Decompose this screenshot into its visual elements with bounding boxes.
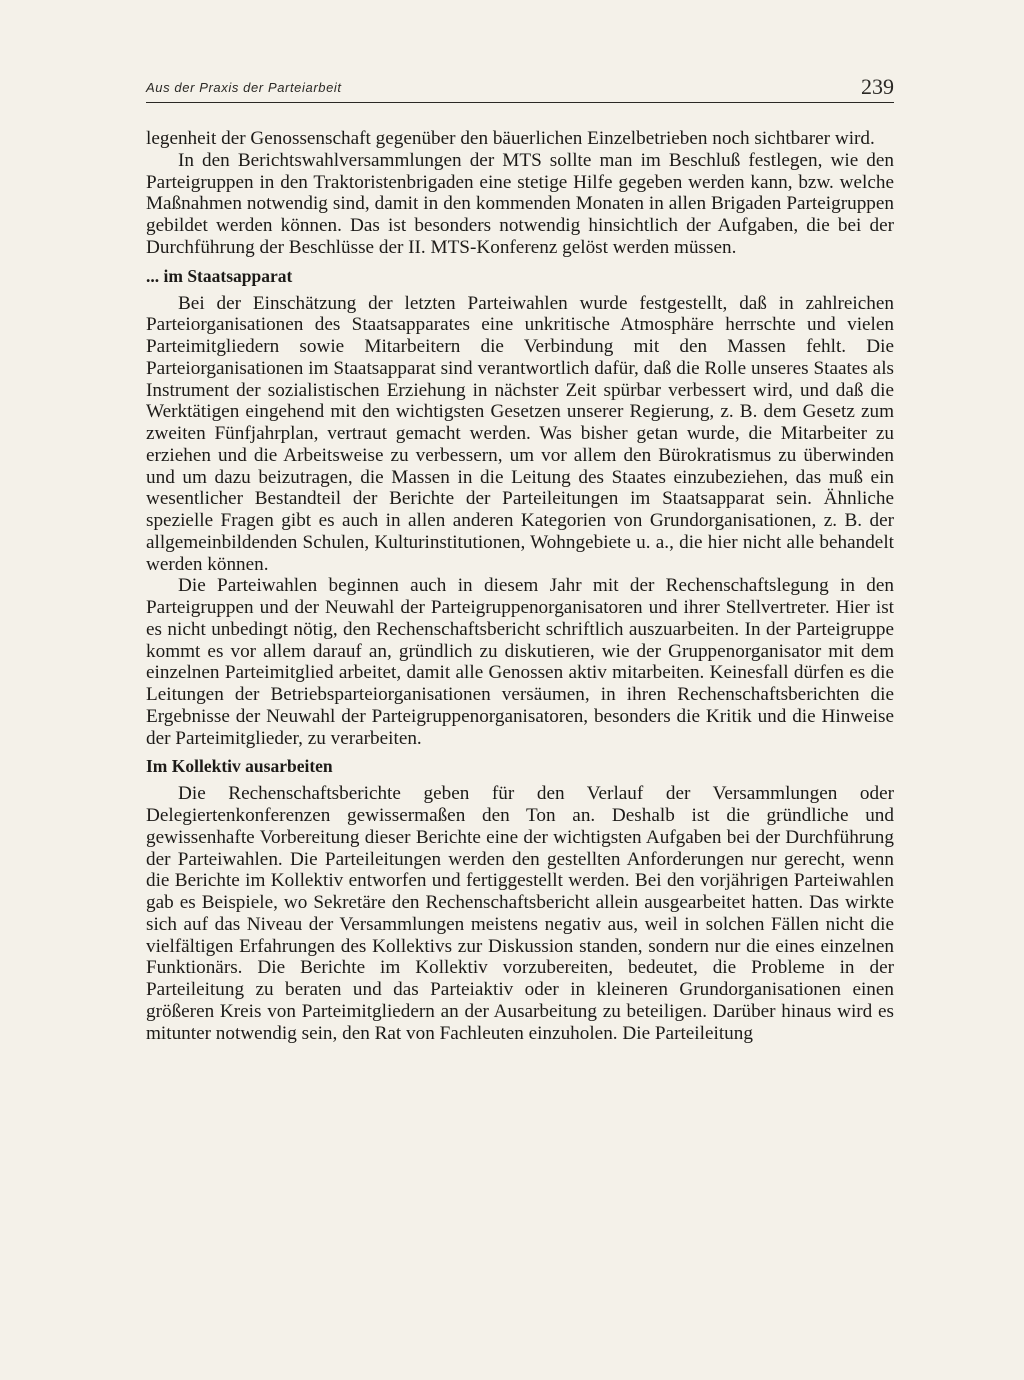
section-heading-staatsapparat: ... im Staatsapparat [146,265,293,286]
page-header [146,76,894,103]
paragraph-staatsapparat: Bei der Einschätzung der letzten Parteiwahlen wurde festgestellt, daß in zahlreichen Parteiorganisationen des Staatsapparates eine unkritische Atmosphäre herrschte und vielen Parteimitgliedern sowie Mitarbeitern die Verbindung mit den Massen fehlt. Die Parteiorganisationen im Staatsapparat sind verantwortlich dafür, daß die Rolle unseres Staates als Instrument der sozialistischen Erziehung in nächster Zeit spürbar verbessert wird, und daß die Werktätigen eingehend mit den wichtigsten Gesetzen unserer Regierung, z. B. dem Gesetz zum zweiten Fünfjahrplan, vertraut gemacht werden. Was bisher getan wurde, die Mitarbeiter zu erziehen und die Arbeitsweise zu verbessern, um vor allem den Bürokratismus zu überwinden und um dazu beizutragen, die Massen in die Leitung des Staates einzubeziehen, das muß ein wesentlicher Bestandteil der Berichte der Parteileitungen im Staatsapparat sein. Ähnliche spezielle Fragen gibt es auch in allen anderen Kategorien von Grundorganisationen, z. B. der allgemeinbildenden Schulen, Kulturinstitutionen, Wohngebiete u. a., die hier nicht alle behandelt werden können. [146,292,894,575]
paragraph-parteiwahlen: Die Parteiwahlen beginnen auch in diesem Jahr mit der Rechenschaftslegung in den Parteigruppen und der Neuwahl der Parteigruppenorganisatoren und ihrer Stellvertreter. Hier ist es nicht unbedingt nötig, den Rechenschaftsbericht schriftlich auszuarbeiten. In der Parteigruppe kommt es vor allem darauf an, gründlich zu diskutieren, wie der Gruppenorganisator mit dem einzelnen Parteimitglied arbeitet, damit alle Genossen aktiv mitarbeiten. Keinesfall dürfen es die Leitungen der Betriebsparteiorganisationen versäumen, in ihren Rechenschaftsberichten die Ergebnisse der Neuwahl der Parteigruppenorganisatoren, besonders die Kritik und die Hinweise der Parteimitglieder, zu verarbeiten. [146,575,894,749]
paragraph-mts: In den Berichtswahlversammlungen der MTS sollte man im Beschluß festlegen, wie den Parteigruppen in den Traktoristenbrigaden eine stetige Hilfe gegeben werden kann, bzw. welche Maßnahmen notwendig sind, damit in den kommenden Monaten in allen Brigaden Parteigruppen gebildet werden können. Das ist besonders notwendig hinsichtlich der Aufgaben, die bei der Durchführung der Beschlüsse der II. MTS-Konferenz gelöst werden müssen. [146,149,894,258]
body-text [146,128,894,1044]
page-number: 239 [861,74,894,99]
paragraph-kollektiv: Die Rechenschaftsberichte geben für den Verlauf der Versammlungen oder Delegiertenkonferenzen gewissermaßen den Ton an. Deshalb ist die gründliche und gewissenhafte Vorbereitung dieser Berichte eine der wichtigsten Aufgaben bei der Durchführung der Parteiwahlen. Die Parteileitungen werden den gestellten Anforderungen nur gerecht, wenn die Berichte im Kollektiv entworfen und fertiggestellt werden. Bei den vorjährigen Parteiwahlen gab es Beispiele, wo Sekretäre den Rechenschaftsbericht allein ausgearbeitet hatten. Das wirkte sich auf das Niveau der Versammlungen meistens negativ aus, weil in solchen Fällen nicht die vielfältigen Erfahrungen des Kollektivs zur Diskussion standen, sondern nur die eines einzelnen Funktionärs. Die Berichte im Kollektiv vorzubereiten, bedeutet, die Probleme in der Parteileitung zu beraten und das Parteiaktiv oder in kleineren Grundorganisationen einen größeren Kreis von Parteimitgliedern an der Ausarbeitung zu beteiligen. Darüber hinaus wird es mitunter notwendig sein, den Rat von Fachleuten einzuholen. Die Parteileitung [146,783,894,1044]
running-head: Aus der Praxis der Parteiarbeit [146,80,342,95]
section-heading-kollektiv: Im Kollektiv ausarbeiten [146,756,333,777]
paragraph-continuation: legenheit der Genossenschaft gegenüber den bäuerlichen Einzelbetrieben noch sichtbarer wird. [146,128,875,149]
